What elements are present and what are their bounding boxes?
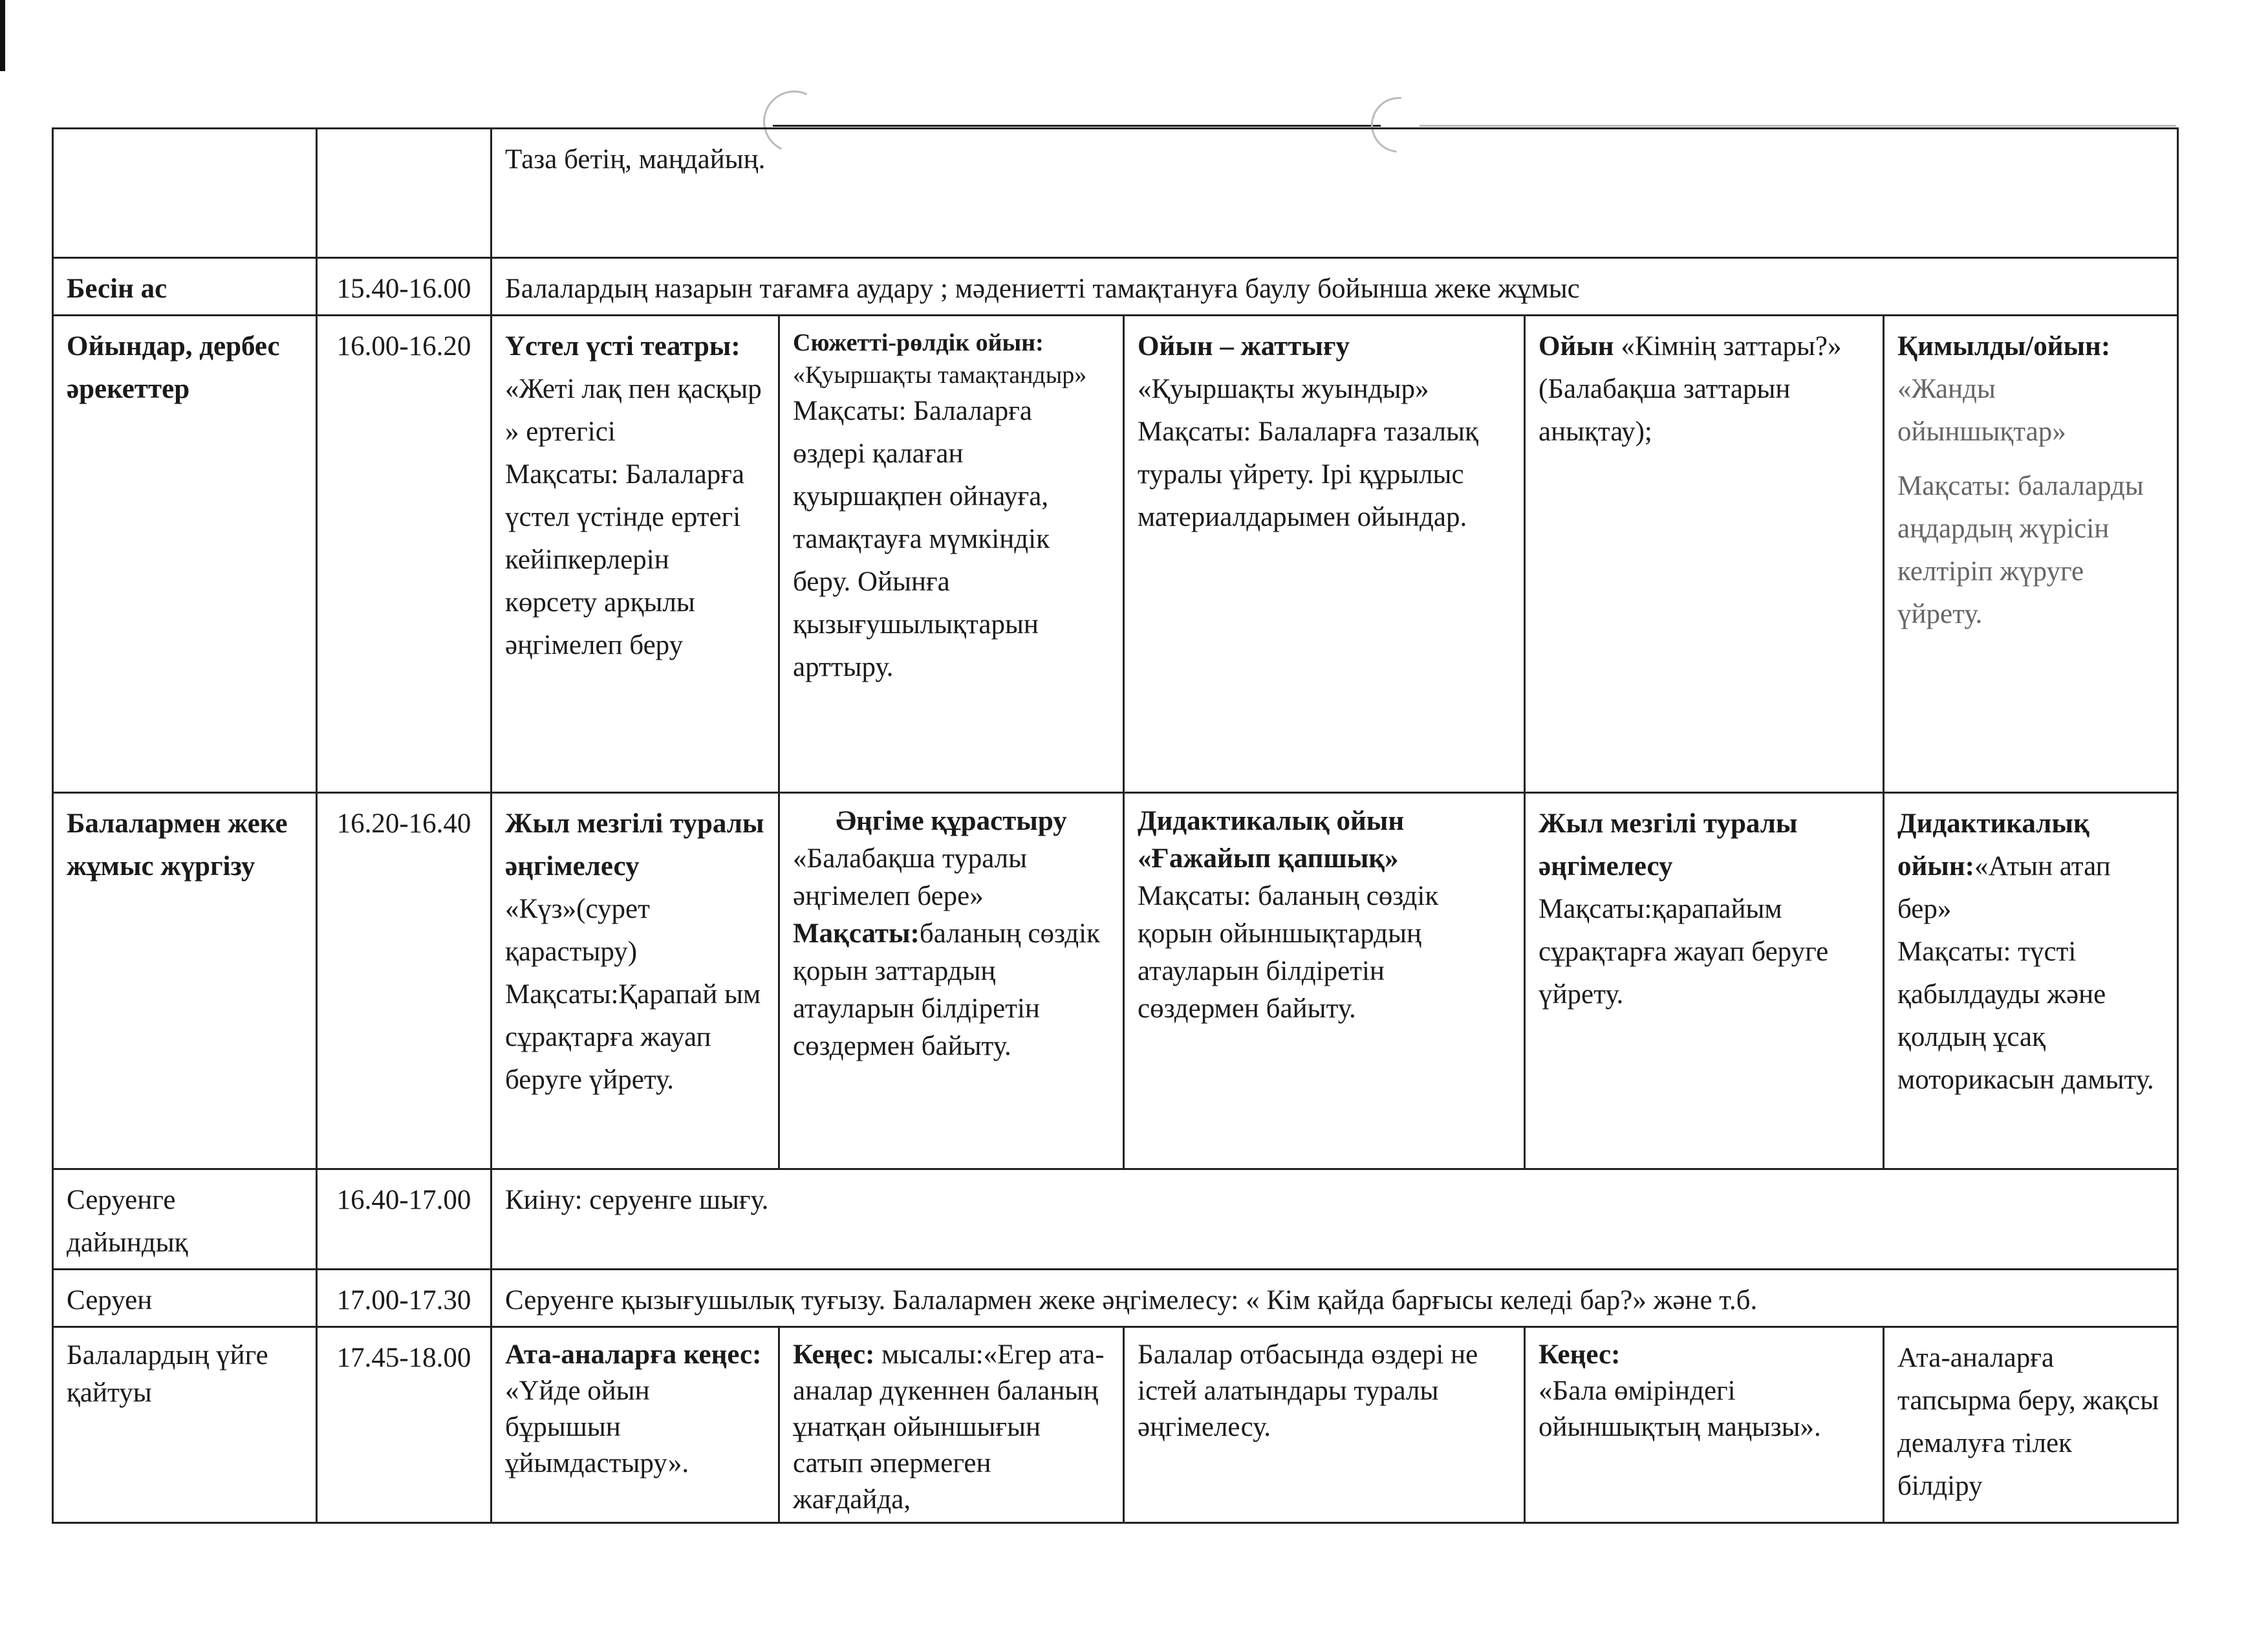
cell-subtitle: «Қуыршақты жуындыр» [1138,374,1429,404]
cell-body: Мақсаты: Балаларға өздері қалаған қуыршақпен ойнауға, тамақтауға мүмкіндік беру. Ойынға қызығушылықтарын арттыру. [793,396,1050,682]
table-row [53,1169,2178,1270]
cell-body: Мақсаты: балаларды аңдардың жүрісін келтіріп жүруге үйрету. [1897,471,2144,629]
cell-title: Сюжетті-рөлдік ойын: [793,329,1044,356]
plan-cell [491,1327,779,1523]
activity-cell: Балалардың үйге қайтуы [53,1327,317,1523]
time-cell [317,129,491,258]
cell-body: «Кімнің заттары?» (Балабақша заттарын анықтау); [1539,331,1842,447]
table-row [53,258,2178,316]
cell-subtitle: «Балабақша туралы әңгімелеп бере» [793,843,1028,911]
top-rule-faint [1420,125,2176,127]
cell-body: мысалы:«Егер ата-аналар дүкеннен баланың ұнатқан ойыншығын сатып әпермеген жағдайда, [793,1339,1105,1515]
cell-body: «Бала өміріндегі ойыншықтың маңызы». [1539,1376,1821,1442]
cell-subtitle: «Жеті лақ пен қасқыр » ертегісі [505,374,762,447]
table-row [53,793,2178,1169]
plan-cell [491,793,779,1169]
cell-title: Ойын [1539,331,1614,362]
cell-body: «Үйде ойын бұрышын ұйымдастыру». [505,1376,689,1478]
cell-body: Мақсаты: Балаларға тазалық туралы үйрету. Ірі құрылыс материалдарымен ойындар. [1138,417,1478,532]
cell-label: Мақсаты: [793,918,920,949]
cell-title: Жыл мезгілі туралы әңгімелесу [1539,808,1798,882]
plan-cell [779,316,1124,793]
cell-title: Кеңес: [1539,1339,1621,1370]
activity-cell: Серуенге дайындық [53,1169,317,1270]
time-cell: 17.00-17.30 [317,1270,491,1327]
activity-cell: Бесін ас [53,258,317,316]
plan-cell [1884,793,2178,1169]
description-cell: Серуенге қызығушылық туғызу. Балалармен жеке әңгімелесу: « Кім қайда барғысы келеді бар?» және т.б. [491,1270,2178,1327]
plan-cell [1124,1327,1525,1523]
plan-cell [779,1327,1124,1523]
activity-cell: Балалармен жеке жұмыс жүргізу [53,793,317,1169]
time-cell: 16.40-17.00 [317,1169,491,1270]
table-row [53,129,2178,258]
description-cell: Балалардың назарын тағамға аудару ; мәдениетті тамақтануға баулу бойынша жеке жұмыс [491,258,2178,316]
time-cell: 16.20-16.40 [317,793,491,1169]
plan-cell [1525,316,1884,793]
activity-cell [53,129,317,258]
activity-cell: Серуен [53,1270,317,1327]
plan-cell [1884,316,2178,793]
cell-body: Балалар отбасында өздері не істей алатындары туралы әңгімелесу. [1138,1339,1478,1442]
cell-title-rest: «Атын атап бер» [1897,851,2111,924]
cell-title: Қимылды/ойын: [1897,331,2111,362]
table-row [53,1327,2178,1523]
plan-cell [1124,316,1525,793]
cell-subtitle: «Жанды ойыншықтар» [1897,374,2066,447]
table-row [53,1270,2178,1327]
cell-subtitle: «Қуыршақты тамақтандыр» [793,362,1087,389]
cell-title: Дидактикалық ойын «Ғажайып қапшық» [1138,806,1405,874]
cell-title: Әңгіме құрастыру [836,806,1067,836]
cell-title: Үстел үсті театры: [505,331,740,362]
time-cell: 15.40-16.00 [317,258,491,316]
plan-cell [1884,1327,2178,1523]
continuation-text: Таза бетің, маңдайың. [505,144,766,175]
cell-body: Мақсаты: Балаларға үстел үстінде ертегі кейіпкерлерін көрсету арқылы әңгімелеп беру [505,459,745,660]
plan-cell [1525,793,1884,1169]
cell-title: Жыл мезгілі туралы әңгімелесу [505,808,764,882]
cell-title: Кеңес: [793,1339,875,1370]
cell-title: Ата-аналарға кеңес: [505,1339,762,1370]
daily-schedule-table [52,127,2179,1524]
cell-title: Дидактикалық ойын: [1897,808,2090,882]
activity-cell: Ойындар, дербес әрекеттер [53,316,317,793]
cell-body: «Күз»(сурет қарастыру) Мақсаты:Қарапай ым сұрақтарға жауап беруге үйрету. [505,894,761,1095]
plan-cell [1124,793,1525,1169]
cell-body: Ата-аналарға тапсырма беру, жақсы демалуға тілек білдіру [1897,1343,2159,1501]
cell-body: Мақсаты: түсті қабылдауды және қолдың ұсақ моторикасын дамыту. [1897,937,2154,1095]
cell-body: баланың сөздік қорын заттардың атауларын білдіретін сөздермен байыту. [793,918,1100,1061]
plan-cell [1525,1327,1884,1523]
plan-cell [779,793,1124,1169]
cell-body: Мақсаты:қарапайым сұрақтарға жауап беруге үйрету. [1539,894,1829,1010]
cell-body: Мақсаты: баланың сөздік қорын ойыншықтардың атауларын білдіретін сөздермен байыту. [1138,881,1439,1024]
cell-title: Ойын – жаттығу [1138,331,1350,362]
scan-edge-mark [0,0,5,71]
description-cell: Киіну: серуенге шығу. [491,1169,2178,1270]
plan-cell [491,316,779,793]
table-row [53,316,2178,793]
top-rule [773,125,1381,127]
time-cell: 16.00-16.20 [317,316,491,793]
time-cell: 17.45-18.00 [317,1327,491,1523]
continuation-cell [491,129,2178,258]
